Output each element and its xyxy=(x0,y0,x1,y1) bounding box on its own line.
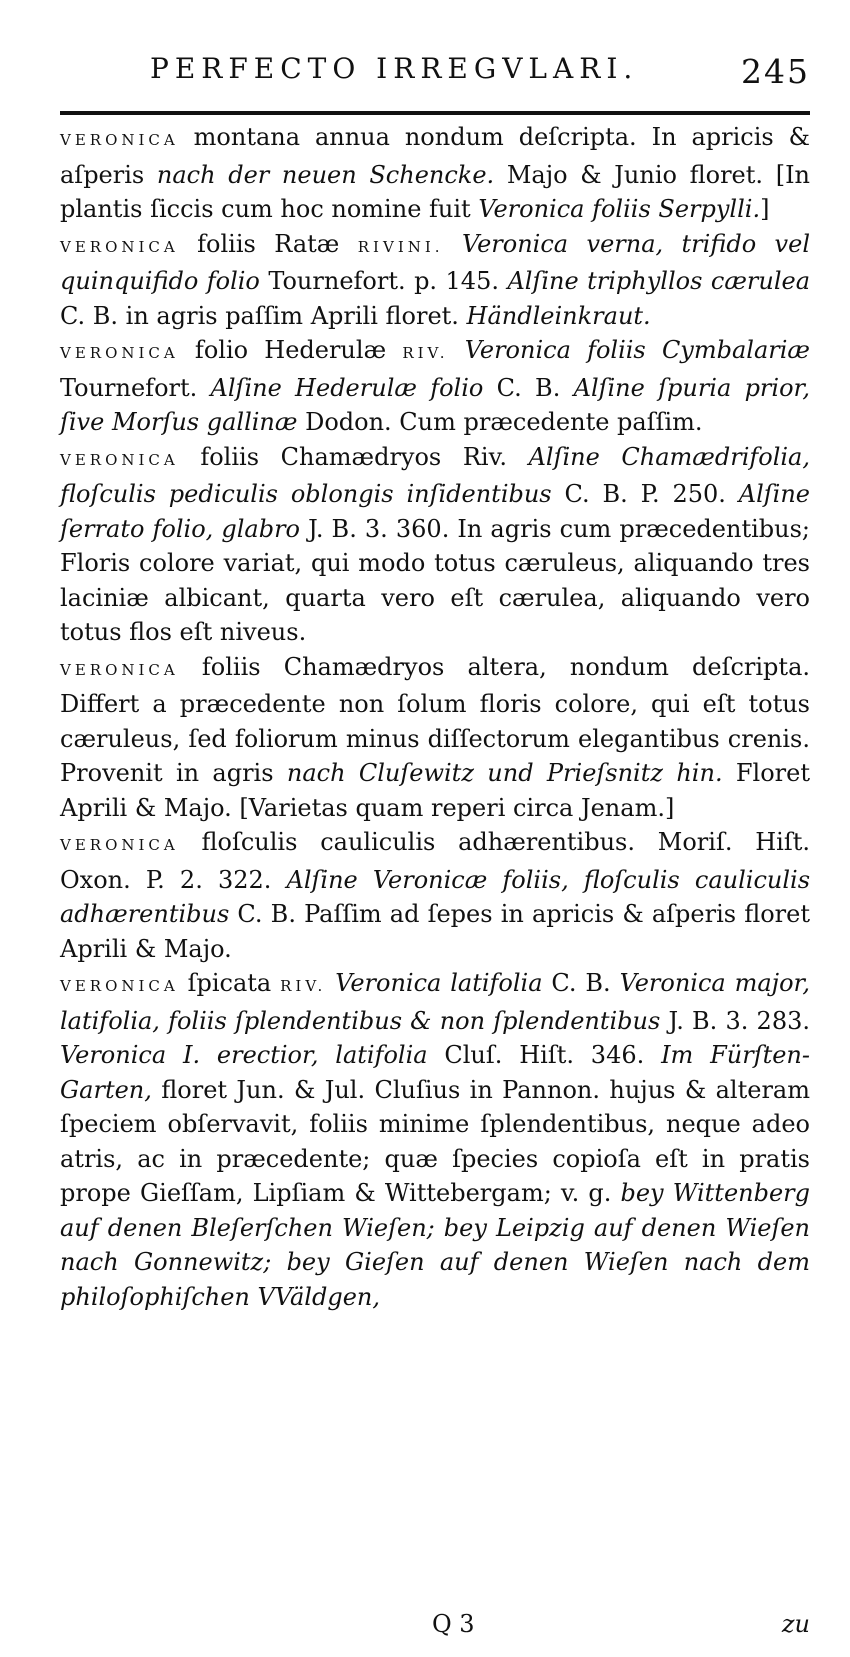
italic-run: Alſine ſpuria prior, ſive Morſus gallinæ xyxy=(60,373,810,436)
small-caps-run: VERONICA xyxy=(60,660,179,679)
italic-run: Veronica major, latifolia, foliis ſplendentibus & non ſplendentibus xyxy=(60,969,811,1035)
text-run: foliis Chamædryos Riv. xyxy=(178,442,529,471)
small-caps-run: VERONICA xyxy=(60,237,179,256)
veronica-entry xyxy=(60,227,810,334)
text-run xyxy=(444,230,462,258)
small-caps-run: VERONICA xyxy=(60,836,179,854)
small-caps-run: RIVINI. xyxy=(357,237,444,256)
italic-run: Händleinkraut. xyxy=(466,301,651,330)
italic-run: Alſine Hederulæ folio xyxy=(210,373,484,402)
header-rule xyxy=(60,111,810,115)
text-run: J. B. 3. 283. xyxy=(660,1006,810,1035)
small-caps-run: VERONICA xyxy=(60,450,179,469)
text-run: floret Jun. & Jul. Cluſius in Pannon. hujus & alteram ſpeciem obſervavit, foliis minime ſplendentibus, neque adeo atris, ac in præcedente; quæ ſpecies copioſa eſt in pratis prope Gieſſam, Lipſiam & Wittebergam; v. g. xyxy=(60,1075,810,1207)
running-head-title: PERFECTO IRREGVLARI. xyxy=(150,52,639,85)
small-caps-run: VERONICA xyxy=(60,131,179,149)
text-run: folio Hederulæ xyxy=(178,336,403,364)
text-run: C. B. in agris paſſim Aprili floret. xyxy=(60,301,467,330)
veronica-entry xyxy=(60,120,810,227)
text-run: J. B. 3. 360. In agris cum præcedentibus; Floris colore variat, qui modo totus cæruleus, aliquando tres laciniæ albicant, quarta vero eſt cærulea, aliquando vero totus flos eſt niveus. xyxy=(60,514,810,646)
text-run: C. B. P. 250. xyxy=(551,480,739,508)
body-text xyxy=(60,120,810,1314)
italic-run: Im Fürſten-Garten, xyxy=(60,1041,810,1104)
small-caps-run: VERONICA xyxy=(60,977,179,995)
text-run: foliis Ratæ xyxy=(178,229,358,258)
italic-run: Veronica latifolia xyxy=(335,969,543,997)
italic-run: Alſine Veronicæ foliis, floſculis cauliculis adhærentibus xyxy=(60,865,811,928)
text-run: floſculis cauliculis adhærentibus. Moriſ. Hiſt. Oxon. P. 2. 322. xyxy=(60,828,810,894)
text-run: montana annua nondum deſcripta. In apricis & aſperis xyxy=(60,123,810,189)
page-number: 245 xyxy=(741,52,810,91)
text-run: ] xyxy=(760,195,770,223)
veronica-entry xyxy=(60,966,810,1314)
italic-run: bey Wittenberg auf denen Bleſerſchen Wieſen; bey Leipzig auf denen Wieſen nach Gonnewitz; bey Gieſen auf denen Wieſen nach dem philoſophiſchen VVäldgen, xyxy=(60,1179,811,1311)
text-run: Tournefort. p. 145. xyxy=(259,267,508,295)
text-run: C. B. Paſſim ad ſepes in apricis & aſperis floret Aprili & Majo. xyxy=(60,900,810,963)
italic-run: Veronica foliis Cymbalariæ xyxy=(464,336,810,364)
text-run: foliis Chamædryos altera, nondum deſcripta. Differt a præcedente non ſolum floris colore, qui eſt totus cæruleus, ſed foliorum minus diſſectorum elegantibus crenis. Provenit in agris xyxy=(60,652,810,787)
running-head xyxy=(60,52,810,92)
text-run: C. B. xyxy=(542,969,620,997)
italic-run: Alſine Chamædrifolia, floſculis pediculis oblongis inſidentibus xyxy=(60,442,810,508)
text-run xyxy=(449,336,465,364)
text-run: Floret Aprili & Majo. [Varietas quam reperi circa Jenam.] xyxy=(60,759,811,822)
text-run: Dodon. Cum præcedente paſſim. xyxy=(297,408,703,436)
italic-run: Alſine triphyllos cærulea xyxy=(507,267,811,295)
veronica-entry xyxy=(60,333,810,440)
veronica-entry xyxy=(60,825,810,966)
italic-run: nach der neuen Schencke. xyxy=(156,160,495,189)
italic-run: Veronica foliis Serpylli. xyxy=(478,195,761,223)
catchword: zu xyxy=(781,1610,810,1638)
italic-run: nach Cluſewitz und Prieſsnitz hin. xyxy=(286,759,723,787)
signature-mark: Q 3 xyxy=(432,1610,475,1638)
veronica-entry xyxy=(60,440,810,650)
text-run: Tournefort. xyxy=(60,373,211,402)
italic-run: Veronica I. erectior, latifolia xyxy=(60,1041,428,1069)
text-run: ſpicata xyxy=(178,969,281,997)
text-run: Cluſ. Hiſt. 346. xyxy=(427,1041,662,1069)
italic-run: Alſine ſerrato folio, glabro xyxy=(60,480,810,543)
small-caps-run: RIV. xyxy=(402,344,449,362)
italic-run: Veronica verna, trifido vel quinquifido folio xyxy=(60,229,810,295)
small-caps-run: VERONICA xyxy=(60,344,179,362)
veronica-entry xyxy=(60,650,810,826)
text-run: C. B. xyxy=(483,373,574,402)
small-caps-run: RIV. xyxy=(280,977,327,995)
text-run xyxy=(326,969,335,997)
text-run: Majo & Junio floret. [In plantis ſiccis cum hoc nomine fuit xyxy=(60,160,811,223)
